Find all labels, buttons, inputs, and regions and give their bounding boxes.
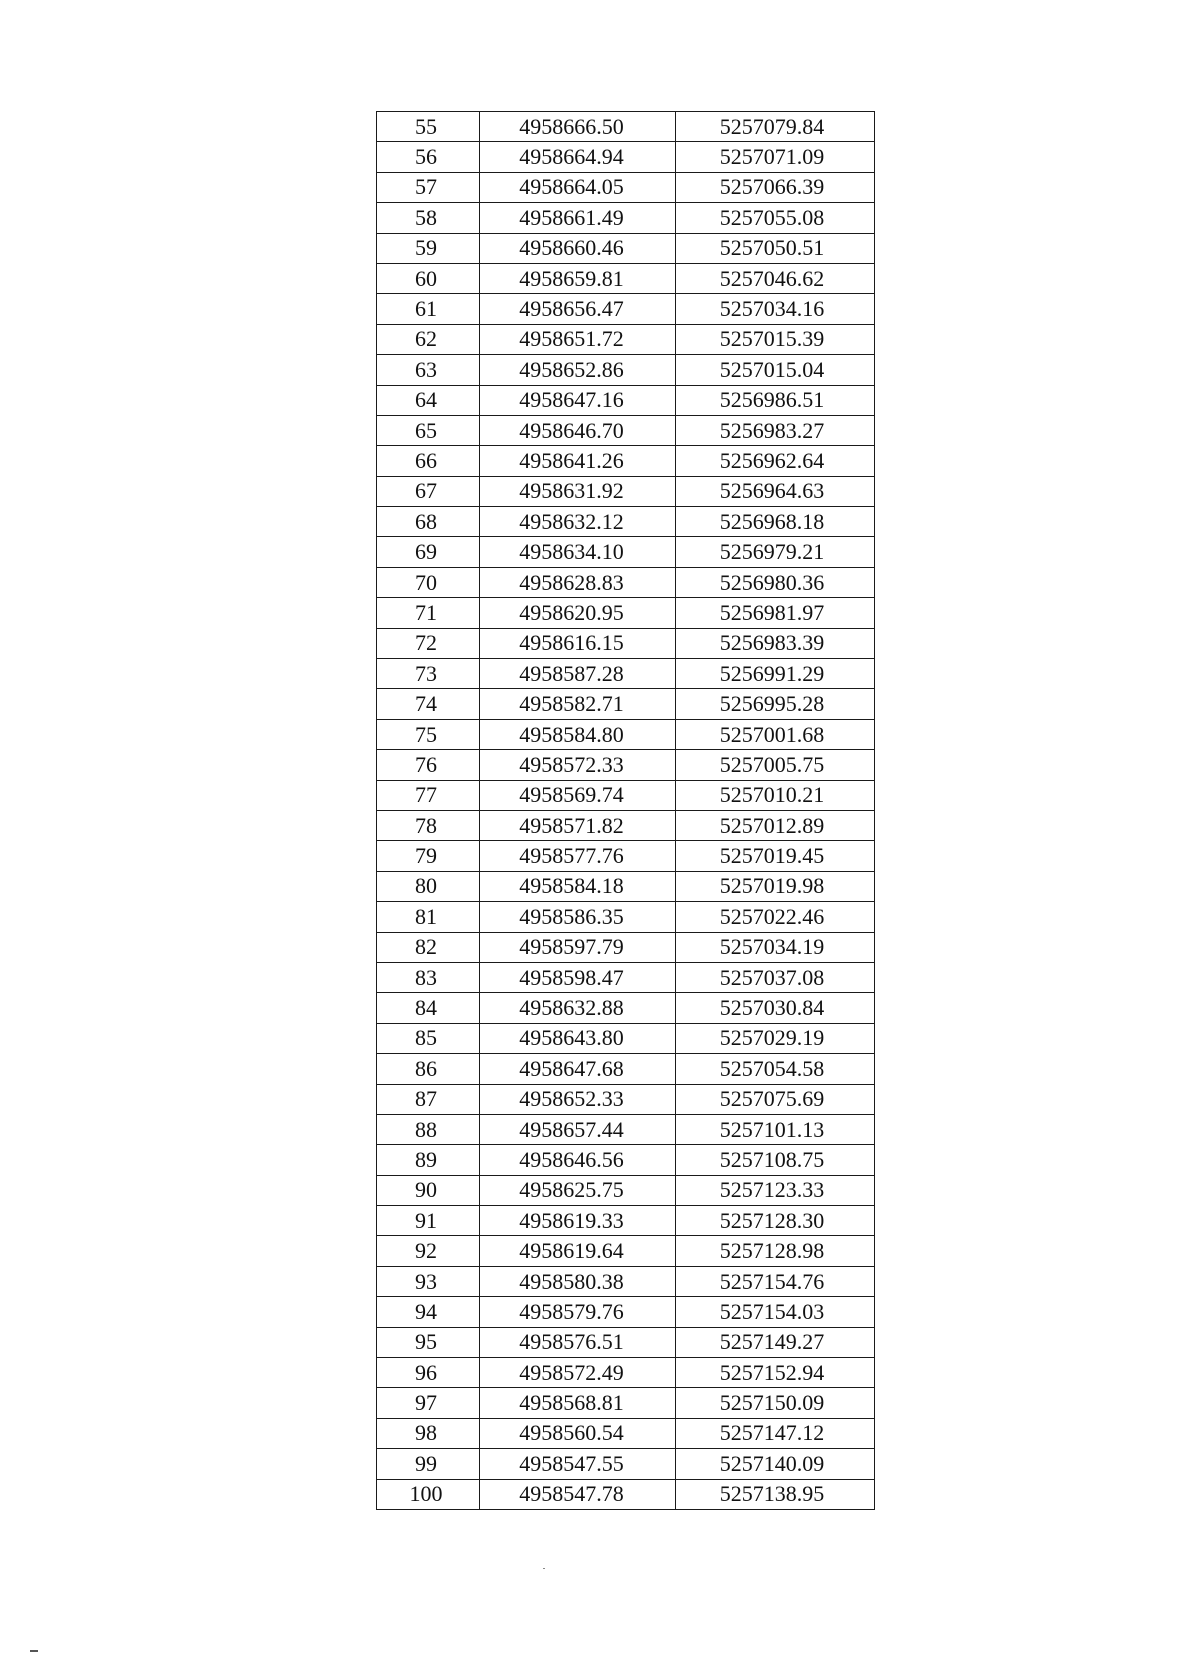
table-row: [377, 628, 875, 658]
y-coordinate-cell: 5257055.08: [676, 203, 875, 233]
point-number-cell: 85: [377, 1023, 480, 1053]
point-number-cell: 86: [377, 1054, 480, 1084]
y-coordinate-cell: 5257001.68: [676, 719, 875, 749]
y-coordinate-cell: 5257030.84: [676, 993, 875, 1023]
y-coordinate-cell: 5257054.58: [676, 1054, 875, 1084]
scan-corner-mark: [30, 1650, 38, 1652]
y-coordinate-cell: 5257019.45: [676, 841, 875, 871]
point-number-cell: 55: [377, 112, 480, 142]
y-coordinate-cell: 5257128.30: [676, 1206, 875, 1236]
table-row: [377, 689, 875, 719]
point-number-cell: 69: [377, 537, 480, 567]
x-coordinate-cell: 4958664.05: [480, 172, 676, 202]
y-coordinate-cell: 5256983.39: [676, 628, 875, 658]
x-coordinate-cell: 4958584.18: [480, 871, 676, 901]
x-coordinate-cell: 4958660.46: [480, 233, 676, 263]
y-coordinate-cell: 5256979.21: [676, 537, 875, 567]
y-coordinate-cell: 5257015.39: [676, 324, 875, 354]
y-coordinate-cell: 5257154.03: [676, 1297, 875, 1327]
table-row: [377, 1206, 875, 1236]
y-coordinate-cell: 5256962.64: [676, 446, 875, 476]
y-coordinate-cell: 5257152.94: [676, 1358, 875, 1388]
point-number-cell: 92: [377, 1236, 480, 1266]
table-row: [377, 1054, 875, 1084]
y-coordinate-cell: 5257022.46: [676, 902, 875, 932]
x-coordinate-cell: 4958646.70: [480, 415, 676, 445]
table-row: [377, 355, 875, 385]
y-coordinate-cell: 5257029.19: [676, 1023, 875, 1053]
point-number-cell: 61: [377, 294, 480, 324]
point-number-cell: 98: [377, 1418, 480, 1448]
point-number-cell: 81: [377, 902, 480, 932]
table-row: [377, 932, 875, 962]
point-number-cell: 67: [377, 476, 480, 506]
y-coordinate-cell: 5257154.76: [676, 1266, 875, 1296]
x-coordinate-cell: 4958579.76: [480, 1297, 676, 1327]
x-coordinate-cell: 4958619.33: [480, 1206, 676, 1236]
x-coordinate-cell: 4958625.75: [480, 1175, 676, 1205]
x-coordinate-cell: 4958619.64: [480, 1236, 676, 1266]
y-coordinate-cell: 5257015.04: [676, 355, 875, 385]
x-coordinate-cell: 4958652.86: [480, 355, 676, 385]
y-coordinate-cell: 5256980.36: [676, 567, 875, 597]
x-coordinate-cell: 4958661.49: [480, 203, 676, 233]
scan-speck: [543, 1568, 545, 1569]
table-row: [377, 1449, 875, 1479]
table-row: [377, 294, 875, 324]
y-coordinate-cell: 5257012.89: [676, 810, 875, 840]
x-coordinate-cell: 4958632.88: [480, 993, 676, 1023]
table-row: [377, 810, 875, 840]
point-number-cell: 83: [377, 962, 480, 992]
point-number-cell: 60: [377, 263, 480, 293]
y-coordinate-cell: 5257034.16: [676, 294, 875, 324]
point-number-cell: 70: [377, 567, 480, 597]
table-row: [377, 142, 875, 172]
y-coordinate-cell: 5256968.18: [676, 507, 875, 537]
y-coordinate-cell: 5256983.27: [676, 415, 875, 445]
x-coordinate-cell: 4958587.28: [480, 659, 676, 689]
point-number-cell: 64: [377, 385, 480, 415]
x-coordinate-cell: 4958560.54: [480, 1418, 676, 1448]
x-coordinate-cell: 4958572.49: [480, 1358, 676, 1388]
x-coordinate-cell: 4958634.10: [480, 537, 676, 567]
x-coordinate-cell: 4958576.51: [480, 1327, 676, 1357]
y-coordinate-cell: 5257123.33: [676, 1175, 875, 1205]
table-row: [377, 1327, 875, 1357]
table-row: [377, 476, 875, 506]
table-row: [377, 263, 875, 293]
table-row: [377, 1114, 875, 1144]
y-coordinate-cell: 5257149.27: [676, 1327, 875, 1357]
x-coordinate-cell: 4958632.12: [480, 507, 676, 537]
x-coordinate-cell: 4958577.76: [480, 841, 676, 871]
point-number-cell: 57: [377, 172, 480, 202]
x-coordinate-cell: 4958569.74: [480, 780, 676, 810]
table-row: [377, 172, 875, 202]
point-number-cell: 95: [377, 1327, 480, 1357]
point-number-cell: 59: [377, 233, 480, 263]
table-row: [377, 780, 875, 810]
x-coordinate-cell: 4958616.15: [480, 628, 676, 658]
y-coordinate-cell: 5257050.51: [676, 233, 875, 263]
x-coordinate-cell: 4958572.33: [480, 750, 676, 780]
point-number-cell: 100: [377, 1479, 480, 1509]
point-number-cell: 63: [377, 355, 480, 385]
point-number-cell: 97: [377, 1388, 480, 1418]
y-coordinate-cell: 5257101.13: [676, 1114, 875, 1144]
x-coordinate-cell: 4958656.47: [480, 294, 676, 324]
table-row: [377, 1418, 875, 1448]
table-row: [377, 112, 875, 142]
table-row: [377, 1084, 875, 1114]
table-row: [377, 1175, 875, 1205]
y-coordinate-cell: 5257140.09: [676, 1449, 875, 1479]
point-number-cell: 93: [377, 1266, 480, 1296]
y-coordinate-cell: 5257046.62: [676, 263, 875, 293]
y-coordinate-cell: 5257079.84: [676, 112, 875, 142]
x-coordinate-cell: 4958568.81: [480, 1388, 676, 1418]
table-row: [377, 902, 875, 932]
table-row: [377, 871, 875, 901]
x-coordinate-cell: 4958582.71: [480, 689, 676, 719]
point-number-cell: 91: [377, 1206, 480, 1236]
point-number-cell: 87: [377, 1084, 480, 1114]
y-coordinate-cell: 5257019.98: [676, 871, 875, 901]
point-number-cell: 88: [377, 1114, 480, 1144]
x-coordinate-cell: 4958666.50: [480, 112, 676, 142]
point-number-cell: 56: [377, 142, 480, 172]
x-coordinate-cell: 4958647.16: [480, 385, 676, 415]
x-coordinate-cell: 4958646.56: [480, 1145, 676, 1175]
table-row: [377, 567, 875, 597]
x-coordinate-cell: 4958641.26: [480, 446, 676, 476]
table-row: [377, 841, 875, 871]
x-coordinate-cell: 4958598.47: [480, 962, 676, 992]
point-number-cell: 78: [377, 810, 480, 840]
x-coordinate-cell: 4958580.38: [480, 1266, 676, 1296]
point-number-cell: 73: [377, 659, 480, 689]
y-coordinate-cell: 5257138.95: [676, 1479, 875, 1509]
point-number-cell: 90: [377, 1175, 480, 1205]
y-coordinate-cell: 5257075.69: [676, 1084, 875, 1114]
y-coordinate-cell: 5256991.29: [676, 659, 875, 689]
x-coordinate-cell: 4958586.35: [480, 902, 676, 932]
point-number-cell: 79: [377, 841, 480, 871]
x-coordinate-cell: 4958651.72: [480, 324, 676, 354]
point-number-cell: 72: [377, 628, 480, 658]
table-row: [377, 993, 875, 1023]
point-number-cell: 80: [377, 871, 480, 901]
table-row: [377, 719, 875, 749]
y-coordinate-cell: 5256995.28: [676, 689, 875, 719]
x-coordinate-cell: 4958659.81: [480, 263, 676, 293]
x-coordinate-cell: 4958571.82: [480, 810, 676, 840]
x-coordinate-cell: 4958584.80: [480, 719, 676, 749]
point-number-cell: 94: [377, 1297, 480, 1327]
x-coordinate-cell: 4958643.80: [480, 1023, 676, 1053]
point-number-cell: 82: [377, 932, 480, 962]
table-row: [377, 537, 875, 567]
table-row: [377, 1297, 875, 1327]
y-coordinate-cell: 5257128.98: [676, 1236, 875, 1266]
table-row: [377, 750, 875, 780]
x-coordinate-cell: 4958664.94: [480, 142, 676, 172]
x-coordinate-cell: 4958647.68: [480, 1054, 676, 1084]
table-row: [377, 1266, 875, 1296]
y-coordinate-cell: 5256986.51: [676, 385, 875, 415]
table-row: [377, 507, 875, 537]
table-row: [377, 1479, 875, 1509]
point-number-cell: 84: [377, 993, 480, 1023]
point-number-cell: 77: [377, 780, 480, 810]
point-number-cell: 74: [377, 689, 480, 719]
table-row: [377, 1388, 875, 1418]
table-row: [377, 659, 875, 689]
x-coordinate-cell: 4958547.78: [480, 1479, 676, 1509]
x-coordinate-cell: 4958657.44: [480, 1114, 676, 1144]
x-coordinate-cell: 4958631.92: [480, 476, 676, 506]
y-coordinate-cell: 5257005.75: [676, 750, 875, 780]
point-number-cell: 65: [377, 415, 480, 445]
table-row: [377, 598, 875, 628]
x-coordinate-cell: 4958597.79: [480, 932, 676, 962]
point-number-cell: 62: [377, 324, 480, 354]
coordinates-table-body: [377, 112, 875, 1510]
point-number-cell: 89: [377, 1145, 480, 1175]
y-coordinate-cell: 5257108.75: [676, 1145, 875, 1175]
table-row: [377, 203, 875, 233]
point-number-cell: 99: [377, 1449, 480, 1479]
table-row: [377, 962, 875, 992]
table-row: [377, 446, 875, 476]
table-row: [377, 1145, 875, 1175]
x-coordinate-cell: 4958652.33: [480, 1084, 676, 1114]
point-number-cell: 68: [377, 507, 480, 537]
table-row: [377, 324, 875, 354]
y-coordinate-cell: 5257066.39: [676, 172, 875, 202]
table-row: [377, 1236, 875, 1266]
y-coordinate-cell: 5256981.97: [676, 598, 875, 628]
coordinates-table: [376, 111, 875, 1510]
table-row: [377, 1358, 875, 1388]
y-coordinate-cell: 5257034.19: [676, 932, 875, 962]
y-coordinate-cell: 5256964.63: [676, 476, 875, 506]
point-number-cell: 75: [377, 719, 480, 749]
x-coordinate-cell: 4958547.55: [480, 1449, 676, 1479]
table-row: [377, 415, 875, 445]
table-row: [377, 385, 875, 415]
table-row: [377, 1023, 875, 1053]
x-coordinate-cell: 4958620.95: [480, 598, 676, 628]
x-coordinate-cell: 4958628.83: [480, 567, 676, 597]
y-coordinate-cell: 5257147.12: [676, 1418, 875, 1448]
y-coordinate-cell: 5257150.09: [676, 1388, 875, 1418]
point-number-cell: 58: [377, 203, 480, 233]
point-number-cell: 71: [377, 598, 480, 628]
table-row: [377, 233, 875, 263]
y-coordinate-cell: 5257071.09: [676, 142, 875, 172]
y-coordinate-cell: 5257037.08: [676, 962, 875, 992]
point-number-cell: 96: [377, 1358, 480, 1388]
point-number-cell: 76: [377, 750, 480, 780]
y-coordinate-cell: 5257010.21: [676, 780, 875, 810]
point-number-cell: 66: [377, 446, 480, 476]
